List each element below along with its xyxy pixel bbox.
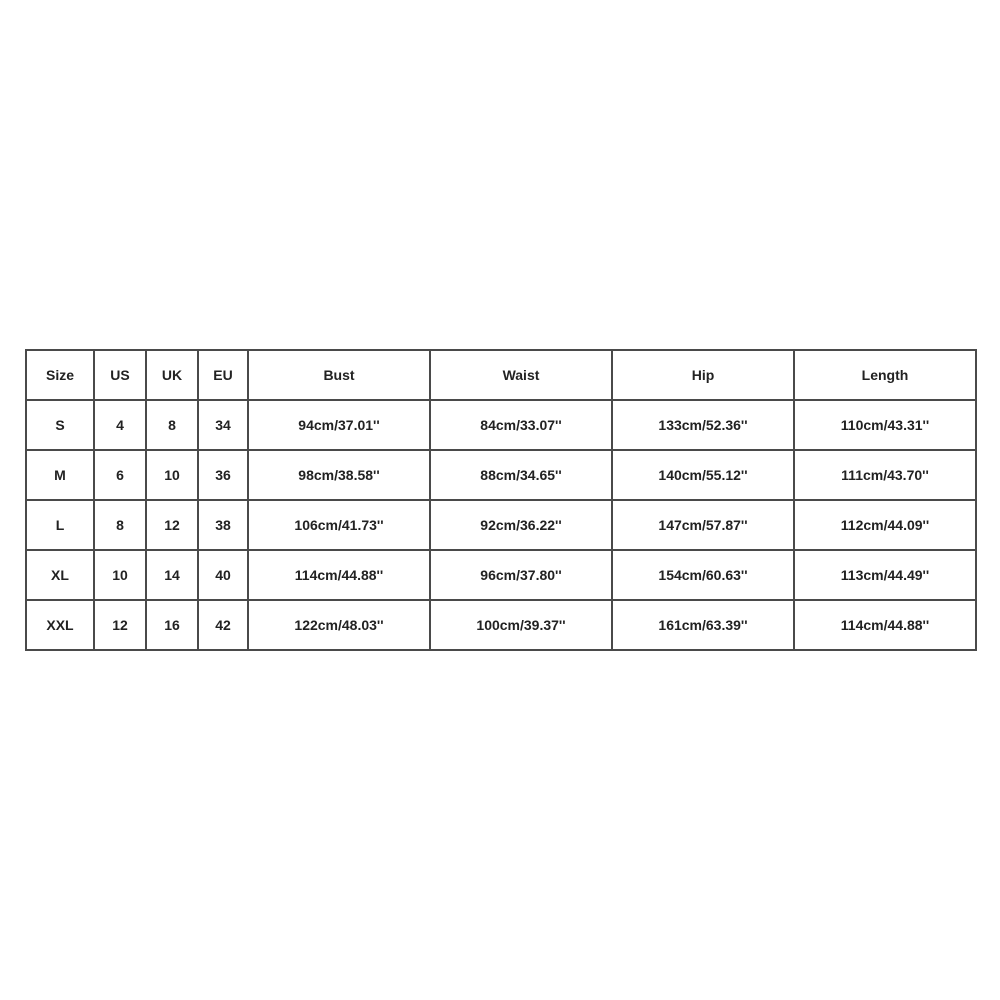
header-us: US (94, 350, 146, 400)
cell-waist: 92cm/36.22'' (430, 500, 612, 550)
header-hip: Hip (612, 350, 794, 400)
cell-uk: 10 (146, 450, 198, 500)
cell-uk: 12 (146, 500, 198, 550)
cell-eu: 42 (198, 600, 248, 650)
cell-waist: 100cm/39.37'' (430, 600, 612, 650)
cell-us: 8 (94, 500, 146, 550)
cell-length: 111cm/43.70'' (794, 450, 976, 500)
cell-uk: 8 (146, 400, 198, 450)
header-length: Length (794, 350, 976, 400)
header-uk: UK (146, 350, 198, 400)
cell-waist: 88cm/34.65'' (430, 450, 612, 500)
cell-waist: 96cm/37.80'' (430, 550, 612, 600)
cell-bust: 122cm/48.03'' (248, 600, 430, 650)
cell-bust: 114cm/44.88'' (248, 550, 430, 600)
header-eu: EU (198, 350, 248, 400)
cell-hip: 161cm/63.39'' (612, 600, 794, 650)
cell-hip: 133cm/52.36'' (612, 400, 794, 450)
cell-uk: 14 (146, 550, 198, 600)
header-bust: Bust (248, 350, 430, 400)
cell-size: S (26, 400, 94, 450)
cell-size: M (26, 450, 94, 500)
cell-size: XXL (26, 600, 94, 650)
table-row (26, 550, 976, 600)
cell-length: 114cm/44.88'' (794, 600, 976, 650)
cell-size: L (26, 500, 94, 550)
cell-eu: 34 (198, 400, 248, 450)
cell-bust: 94cm/37.01'' (248, 400, 430, 450)
cell-hip: 147cm/57.87'' (612, 500, 794, 550)
cell-eu: 40 (198, 550, 248, 600)
cell-uk: 16 (146, 600, 198, 650)
size-chart-table (25, 349, 977, 651)
header-row (26, 350, 976, 400)
cell-us: 12 (94, 600, 146, 650)
cell-us: 4 (94, 400, 146, 450)
header-waist: Waist (430, 350, 612, 400)
cell-length: 110cm/43.31'' (794, 400, 976, 450)
cell-length: 112cm/44.09'' (794, 500, 976, 550)
cell-hip: 140cm/55.12'' (612, 450, 794, 500)
cell-eu: 38 (198, 500, 248, 550)
table-row (26, 600, 976, 650)
table-row (26, 400, 976, 450)
cell-bust: 106cm/41.73'' (248, 500, 430, 550)
header-size: Size (26, 350, 94, 400)
cell-length: 113cm/44.49'' (794, 550, 976, 600)
cell-waist: 84cm/33.07'' (430, 400, 612, 450)
cell-hip: 154cm/60.63'' (612, 550, 794, 600)
cell-size: XL (26, 550, 94, 600)
cell-us: 10 (94, 550, 146, 600)
table-row (26, 450, 976, 500)
cell-eu: 36 (198, 450, 248, 500)
cell-us: 6 (94, 450, 146, 500)
cell-bust: 98cm/38.58'' (248, 450, 430, 500)
table-row (26, 500, 976, 550)
